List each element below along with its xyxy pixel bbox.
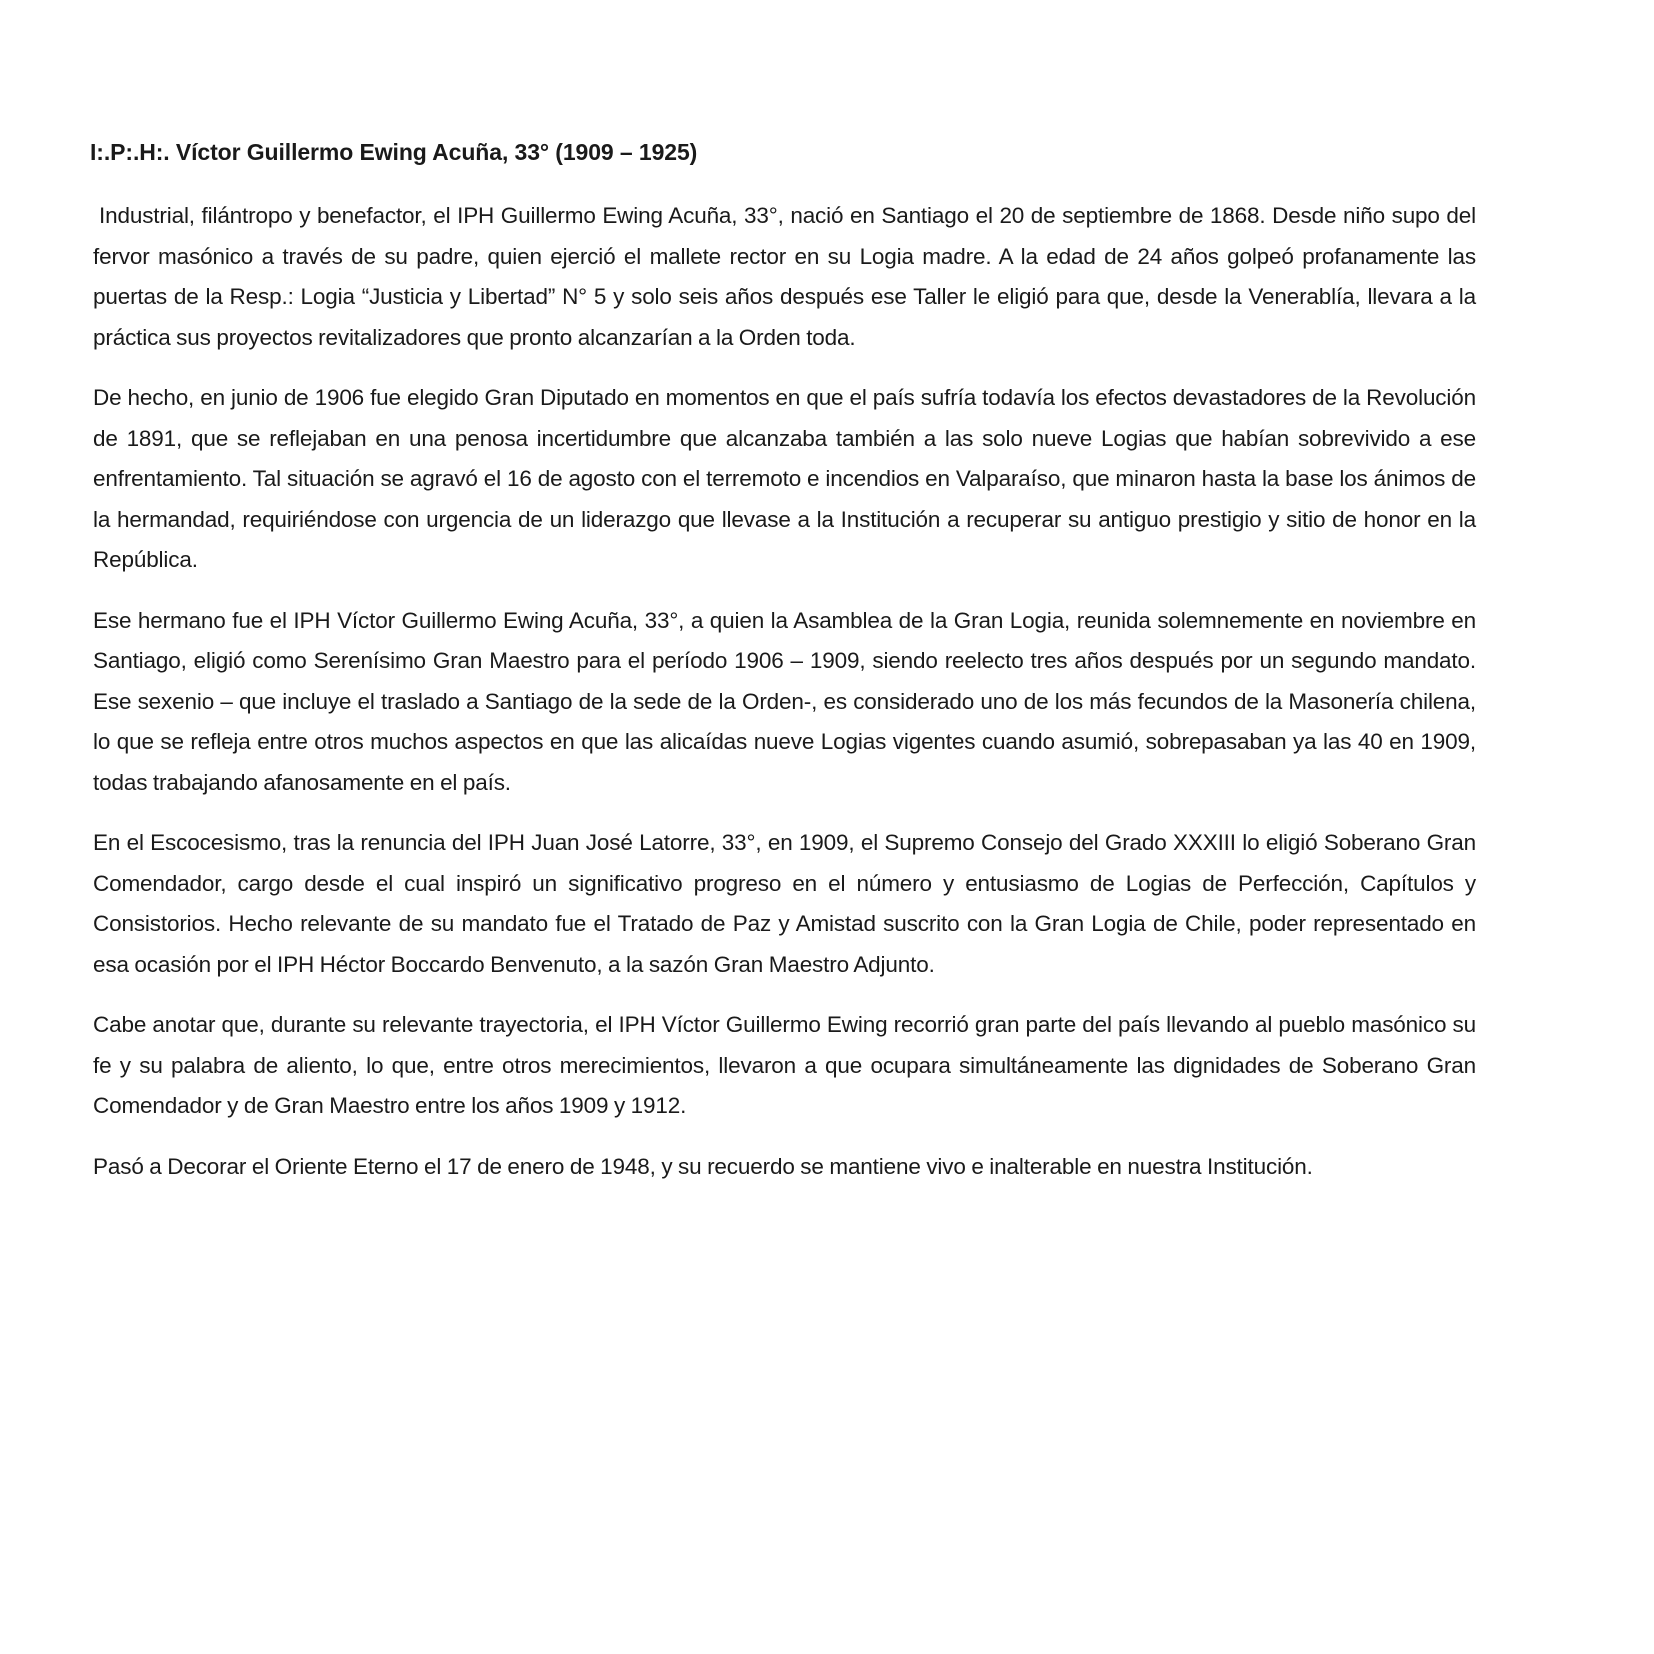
paragraph-oriente-eterno: Pasó a Decorar el Oriente Eterno el 17 de enero de 1948, y su recuerdo se mantiene vivo e inalterable en nuestra Institución. [93, 1153, 1313, 1179]
paragraph-escocesismo: En el Escocesismo, tras la renuncia del IPH Juan José Latorre, 33°, en 1909, el Supremo Consejo del Grado XXXIII lo eligió Soberano Gran Comendador, cargo desde el cual inspiró un significativo progreso en el número y entusiasmo de Logias de Perfección, Capítulos y Consistorios. Hecho relevante de su mandato fue el Tratado de Paz y Amistad suscrito con la Gran Logia de Chile, poder representado en esa ocasión por el IPH Héctor Boccardo Benvenuto, a la sazón Gran Maestro Adjunto. [93, 830, 1476, 977]
paragraph-gran-maestro: Ese hermano fue el IPH Víctor Guillermo Ewing Acuña, 33°, a quien la Asamblea de la Gran Logia, reunida solemnemente en noviembre en Santiago, eligió como Serenísimo Gran Maestro para el período 1906 – 1909, siendo reelecto tres años después por un segundo mandato. Ese sexenio – que incluye el traslado a Santiago de la sede de la Orden-, es considerado uno de los más fecundos de la Masonería chilena, lo que se refleja entre otros muchos aspectos en que las alicaídas nueve Logias vigentes cuando asumió, sobrepasaban ya las 40 en 1909, todas trabajando afanosamente en el país. [93, 607, 1476, 795]
document-page [90, 136, 1476, 1207]
paragraph-gran-diputado: De hecho, en junio de 1906 fue elegido Gran Diputado en momentos en que el país sufría todavía los efectos devastadores de la Revolución de 1891, que se reflejaban en una penosa incertidumbre que alcanzaba también a las solo nueve Logias que habían sobrevivido a ese enfrentamiento. Tal situación se agravó el 16 de agosto con el terremoto e incendios en Valparaíso, que minaron hasta la base los ánimos de la hermandad, requiriéndose con urgencia de un liderazgo que llevase a la Institución a recuperar su antiguo prestigio y sitio de honor en la República. [93, 385, 1476, 572]
paragraph-trayectoria: Cabe anotar que, durante su relevante trayectoria, el IPH Víctor Guillermo Ewing recorrió gran parte del país llevando al pueblo masónico su fe y su palabra de aliento, lo que, entre otros merecimientos, llevaron a que ocupara simultáneamente las dignidades de Soberano Gran Comendador y de Gran Maestro entre los años 1909 y 1912. [93, 1012, 1476, 1118]
document-title: I:.P:.H:. Víctor Guillermo Ewing Acuña, 33° (1909 – 1925) [90, 139, 698, 165]
paragraph-biography-intro: Industrial, filántropo y benefactor, el IPH Guillermo Ewing Acuña, 33°, nació en Santiago el 20 de septiembre de 1868. Desde niño supo del fervor masónico a través de su padre, quien ejerció el mallete rector en su Logia madre. A la edad de 24 años golpeó profanamente las puertas de la Resp.: Logia “Justicia y Libertad” N° 5 y solo seis años después ese Taller le eligió para que, desde la Venerablía, llevara a la práctica sus proyectos revitalizadores que pronto alcanzarían a la Orden toda. [93, 203, 1476, 350]
